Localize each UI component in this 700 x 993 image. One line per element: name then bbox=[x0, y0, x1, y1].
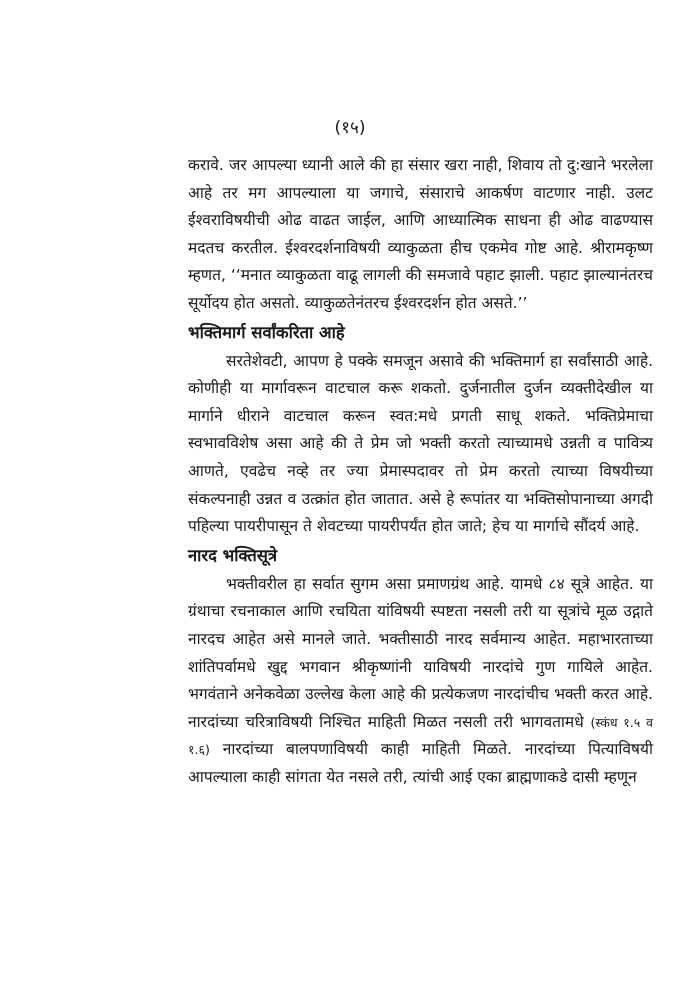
intro-paragraph: करावे. जर आपल्या ध्यानी आले की हा संसार खरा नाही, शिवाय तो दु:खाने भरलेला आहे तर मग आपल्याला या जगाचे, संसाराचे आकर्षण वाटणार नाही. उलट ईश्वराविषयीची ओढ वाढत जाईल, आणि आध्यात्मिक साधना ही ओढ वाढण्यास मदतच करतील. ईश्वरदर्शनाविषयी व्याकुळता हीच एकमेव गोष्ट आहे. श्रीरामकृष्ण म्हणत, ‘‘मनात व्याकुळता वाढू लागली की समजावे पहाट झाली. पहाट झाल्यानंतरच सूर्योदय होत असतो. व्याकुळतेनंतरच ईश्वरदर्शन होत असते.’’ bbox=[188, 156, 653, 312]
narad-paragraph bbox=[188, 571, 653, 792]
bhaktimarg-paragraph: सरतेशेवटी, आपण हे पक्के समजून असावे की भक्तिमार्ग हा सर्वांसाठी आहे. कोणीही या मार्गावरून वाटचाल करू शकतो. दुर्जनातील दुर्जन व्यक्तीदेखील या मार्गाने धीराने वाटचाल करून स्वत:मधे प्रगती साधू शकते. भक्तिप्रेमाचा स्वभावविशेष असा आहे की ते प्रेम जो भक्ती करतो त्याच्यामधे उन्नती व पावित्र्य आणते, एवढेच नव्हे तर ज्या प्रेमास्पदावर तो प्रेम करतो त्याच्या विषयीच्या संकल्पनाही उन्नत व उत्क्रांत होत जातात. असे हे रूपांतर या भक्तिसोपानाच्या अगदी पहिल्या पायरीपासून ते शेवटच्या पायरीपर्यंत होत जाते; हेच या मार्गाचे सौंदर्य आहे. bbox=[188, 351, 653, 536]
section-heading-narad-bhaktisutra: नारद भक्तिसूत्रे bbox=[188, 545, 278, 565]
page-number: (१५) bbox=[334, 118, 366, 138]
bhagavat-reference: (स्कंध १.५ व १.६) bbox=[188, 714, 653, 758]
narad-text-part1: भक्तीवरील हा सर्वात सुगम असा प्रमाणग्रंथ आहे. यामधे ८४ सूत्रे आहेत. या ग्रंथाचा रचनाकाल आणि रचयिता यांविषयी स्पष्टता नसली तरी या सूत्रांचे मूळ उद्गाते नारदच आहेत असे मानले जाते. भक्तीसाठी नारद सर्वमान्य आहेत. महाभारताच्या शांतिपर्वामधे खुद्द भगवान श्रीकृष्णांनी याविषयी नारदांचे गुण गायिले आहेत. भगवंताने अनेकवेळा उल्लेख केला आहे की प्रत्येकजण नारदांचीच भक्ती करत आहे. नारदांच्या चरित्राविषयी निश्चित माहिती मिळत नसली तरी भागवतामधे bbox=[188, 574, 653, 731]
narad-text-part2: नारदांच्या बालपणाविषयी काही माहिती मिळते. नारदांच्या पित्याविषयी आपल्याला काही सांगता येत नसले तरी, त्यांची आई एका ब्राह्मणाकडे दासी म्हणून bbox=[188, 740, 653, 786]
section-heading-bhaktimarg: भक्तिमार्ग सर्वांकरिता आहे bbox=[188, 322, 345, 342]
page-content bbox=[188, 152, 653, 791]
